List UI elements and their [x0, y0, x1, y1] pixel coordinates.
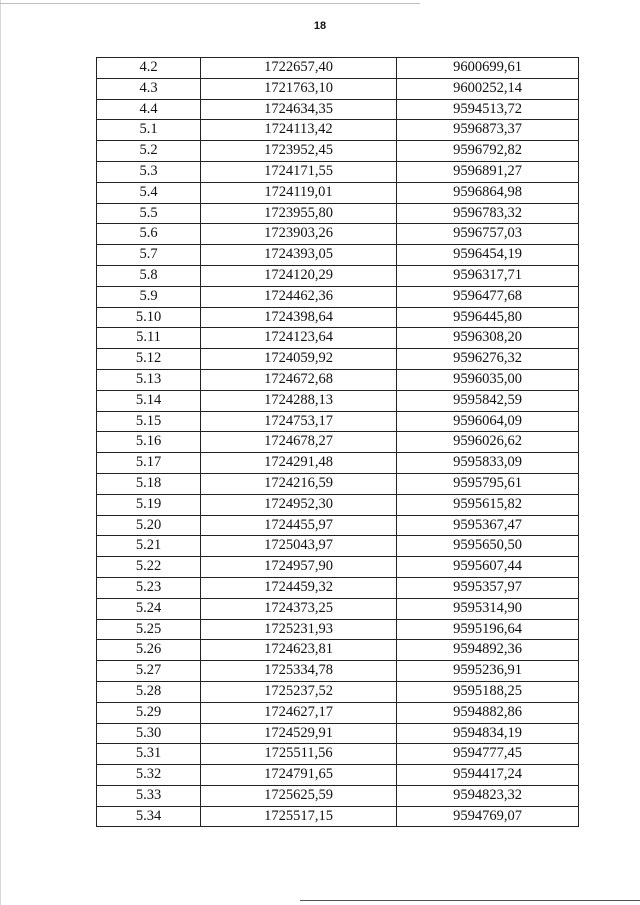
x-coordinate-cell: 1724120,29	[201, 265, 397, 286]
table-row	[97, 349, 579, 370]
point-number-cell: 5.34	[97, 806, 201, 827]
y-coordinate-cell: 9594417,24	[397, 765, 579, 786]
point-number-cell: 5.33	[97, 785, 201, 806]
point-number-cell: 5.22	[97, 557, 201, 578]
table-row	[97, 99, 579, 120]
y-coordinate-cell: 9595607,44	[397, 557, 579, 578]
point-number-cell: 4.3	[97, 78, 201, 99]
y-coordinate-cell: 9596454,19	[397, 245, 579, 266]
table-row	[97, 765, 579, 786]
point-number-cell: 5.11	[97, 328, 201, 349]
point-number-cell: 5.14	[97, 390, 201, 411]
point-number-cell: 5.10	[97, 307, 201, 328]
point-number-cell: 5.18	[97, 473, 201, 494]
x-coordinate-cell: 1724113,42	[201, 120, 397, 141]
y-coordinate-cell: 9594834,19	[397, 723, 579, 744]
table-row	[97, 681, 579, 702]
point-number-cell: 5.31	[97, 744, 201, 765]
point-number-cell: 5.20	[97, 515, 201, 536]
scan-edge-bottom	[300, 900, 640, 901]
point-number-cell: 5.26	[97, 640, 201, 661]
y-coordinate-cell: 9596064,09	[397, 411, 579, 432]
x-coordinate-cell: 1723903,26	[201, 224, 397, 245]
x-coordinate-cell: 1725517,15	[201, 806, 397, 827]
x-coordinate-cell: 1725334,78	[201, 661, 397, 682]
x-coordinate-cell: 1724288,13	[201, 390, 397, 411]
table-row	[97, 78, 579, 99]
y-coordinate-cell: 9596873,37	[397, 120, 579, 141]
x-coordinate-cell: 1725043,97	[201, 536, 397, 557]
y-coordinate-cell: 9595615,82	[397, 494, 579, 515]
y-coordinate-cell: 9595367,47	[397, 515, 579, 536]
x-coordinate-cell: 1724059,92	[201, 349, 397, 370]
x-coordinate-cell: 1724455,97	[201, 515, 397, 536]
y-coordinate-cell: 9595357,97	[397, 577, 579, 598]
table-row	[97, 744, 579, 765]
x-coordinate-cell: 1724216,59	[201, 473, 397, 494]
y-coordinate-cell: 9596792,82	[397, 141, 579, 162]
table-row	[97, 432, 579, 453]
y-coordinate-cell: 9595236,91	[397, 661, 579, 682]
x-coordinate-cell: 1724623,81	[201, 640, 397, 661]
x-coordinate-cell: 1724529,91	[201, 723, 397, 744]
table-row	[97, 473, 579, 494]
point-number-cell: 5.8	[97, 265, 201, 286]
table-row	[97, 390, 579, 411]
table-row	[97, 307, 579, 328]
table-row	[97, 536, 579, 557]
point-number-cell: 4.4	[97, 99, 201, 120]
point-number-cell: 5.32	[97, 765, 201, 786]
x-coordinate-cell: 1724119,01	[201, 182, 397, 203]
point-number-cell: 5.27	[97, 661, 201, 682]
point-number-cell: 5.7	[97, 245, 201, 266]
x-coordinate-cell: 1724171,55	[201, 161, 397, 182]
y-coordinate-cell: 9594882,86	[397, 702, 579, 723]
table-row	[97, 286, 579, 307]
point-number-cell: 5.15	[97, 411, 201, 432]
point-number-cell: 5.25	[97, 619, 201, 640]
y-coordinate-cell: 9596477,68	[397, 286, 579, 307]
y-coordinate-cell: 9595833,09	[397, 453, 579, 474]
table-row	[97, 661, 579, 682]
x-coordinate-cell: 1724459,32	[201, 577, 397, 598]
x-coordinate-cell: 1722657,40	[201, 58, 397, 79]
point-number-cell: 5.29	[97, 702, 201, 723]
x-coordinate-cell: 1723952,45	[201, 141, 397, 162]
y-coordinate-cell: 9595795,61	[397, 473, 579, 494]
y-coordinate-cell: 9596035,00	[397, 369, 579, 390]
y-coordinate-cell: 9600699,61	[397, 58, 579, 79]
point-number-cell: 5.24	[97, 598, 201, 619]
table-row	[97, 203, 579, 224]
table-row	[97, 494, 579, 515]
y-coordinate-cell: 9596864,98	[397, 182, 579, 203]
y-coordinate-cell: 9594892,36	[397, 640, 579, 661]
y-coordinate-cell: 9595196,64	[397, 619, 579, 640]
point-number-cell: 5.16	[97, 432, 201, 453]
table-row	[97, 515, 579, 536]
table-row	[97, 120, 579, 141]
x-coordinate-cell: 1724791,65	[201, 765, 397, 786]
table-row	[97, 328, 579, 349]
table-row	[97, 411, 579, 432]
table-row	[97, 265, 579, 286]
table-row	[97, 702, 579, 723]
y-coordinate-cell: 9596891,27	[397, 161, 579, 182]
table-row	[97, 58, 579, 79]
table-row	[97, 806, 579, 827]
table-row	[97, 224, 579, 245]
x-coordinate-cell: 1724462,36	[201, 286, 397, 307]
table-row	[97, 245, 579, 266]
x-coordinate-cell: 1724123,64	[201, 328, 397, 349]
point-number-cell: 5.17	[97, 453, 201, 474]
point-number-cell: 4.2	[97, 58, 201, 79]
table-row	[97, 785, 579, 806]
point-number-cell: 5.4	[97, 182, 201, 203]
y-coordinate-cell: 9594823,32	[397, 785, 579, 806]
point-number-cell: 5.3	[97, 161, 201, 182]
point-number-cell: 5.1	[97, 120, 201, 141]
table-row	[97, 640, 579, 661]
table-row	[97, 141, 579, 162]
point-number-cell: 5.2	[97, 141, 201, 162]
y-coordinate-cell: 9596317,71	[397, 265, 579, 286]
point-number-cell: 5.21	[97, 536, 201, 557]
x-coordinate-cell: 1724291,48	[201, 453, 397, 474]
x-coordinate-cell: 1725231,93	[201, 619, 397, 640]
x-coordinate-cell: 1725237,52	[201, 681, 397, 702]
table-row	[97, 369, 579, 390]
scan-edge-top	[0, 3, 420, 4]
coordinates-table-body	[97, 58, 579, 827]
y-coordinate-cell: 9596757,03	[397, 224, 579, 245]
x-coordinate-cell: 1724952,30	[201, 494, 397, 515]
y-coordinate-cell: 9596445,80	[397, 307, 579, 328]
table-row	[97, 557, 579, 578]
x-coordinate-cell: 1724672,68	[201, 369, 397, 390]
point-number-cell: 5.5	[97, 203, 201, 224]
y-coordinate-cell: 9595188,25	[397, 681, 579, 702]
coordinates-table	[96, 57, 579, 827]
y-coordinate-cell: 9596026,62	[397, 432, 579, 453]
x-coordinate-cell: 1725625,59	[201, 785, 397, 806]
x-coordinate-cell: 1724627,17	[201, 702, 397, 723]
point-number-cell: 5.12	[97, 349, 201, 370]
table-row	[97, 161, 579, 182]
x-coordinate-cell: 1724957,90	[201, 557, 397, 578]
y-coordinate-cell: 9594769,07	[397, 806, 579, 827]
point-number-cell: 5.30	[97, 723, 201, 744]
page-number: 18	[313, 20, 327, 32]
x-coordinate-cell: 1724393,05	[201, 245, 397, 266]
x-coordinate-cell: 1724678,27	[201, 432, 397, 453]
point-number-cell: 5.9	[97, 286, 201, 307]
x-coordinate-cell: 1724398,64	[201, 307, 397, 328]
x-coordinate-cell: 1725511,56	[201, 744, 397, 765]
point-number-cell: 5.6	[97, 224, 201, 245]
y-coordinate-cell: 9596308,20	[397, 328, 579, 349]
y-coordinate-cell: 9595314,90	[397, 598, 579, 619]
y-coordinate-cell: 9600252,14	[397, 78, 579, 99]
x-coordinate-cell: 1724373,25	[201, 598, 397, 619]
x-coordinate-cell: 1721763,10	[201, 78, 397, 99]
y-coordinate-cell: 9594513,72	[397, 99, 579, 120]
y-coordinate-cell: 9594777,45	[397, 744, 579, 765]
x-coordinate-cell: 1724753,17	[201, 411, 397, 432]
table-row	[97, 577, 579, 598]
scan-edge-left	[0, 0, 1, 905]
point-number-cell: 5.13	[97, 369, 201, 390]
table-row	[97, 723, 579, 744]
y-coordinate-cell: 9595650,50	[397, 536, 579, 557]
x-coordinate-cell: 1723955,80	[201, 203, 397, 224]
y-coordinate-cell: 9596276,32	[397, 349, 579, 370]
y-coordinate-cell: 9596783,32	[397, 203, 579, 224]
y-coordinate-cell: 9595842,59	[397, 390, 579, 411]
table-row	[97, 453, 579, 474]
point-number-cell: 5.23	[97, 577, 201, 598]
point-number-cell: 5.19	[97, 494, 201, 515]
table-row	[97, 619, 579, 640]
point-number-cell: 5.28	[97, 681, 201, 702]
x-coordinate-cell: 1724634,35	[201, 99, 397, 120]
table-row	[97, 598, 579, 619]
table-row	[97, 182, 579, 203]
